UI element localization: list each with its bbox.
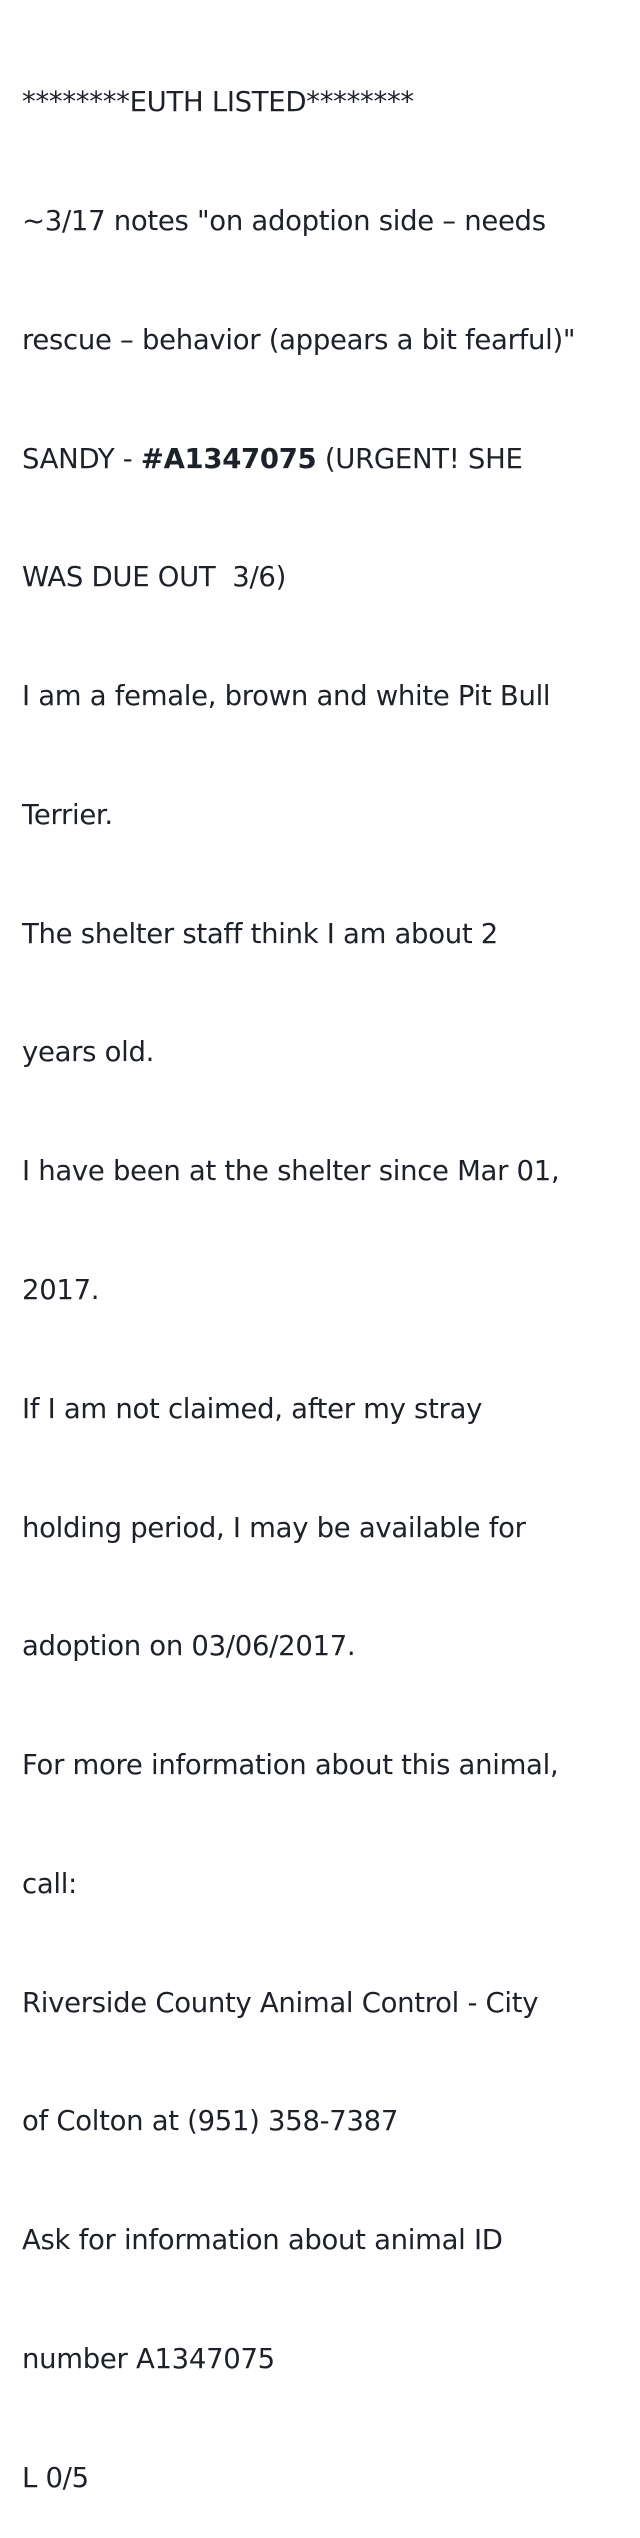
description-line: Terrier. [22,798,113,831]
urgent-note: (URGENT! SHE [316,442,523,475]
claim-line: holding period, I may be available for [22,1511,526,1544]
claim-line: adoption on 03/06/2017. [22,1630,356,1663]
animal-name: SANDY - [22,442,141,475]
ask-line: Ask for information about animal ID [22,2224,503,2257]
shelter-since-line: I have been at the shelter since Mar 01, [22,1155,560,1188]
hashtag-link[interactable]: #A1347075 [140,442,317,475]
description-line: I am a female, brown and white Pit Bull [22,680,551,713]
ask-line: number A1347075 [22,2343,275,2376]
shelter-since-line: 2017. [22,1274,100,1306]
contact-line: of Colton at (951) 358-7387 [22,2105,399,2138]
animal-name-line [22,440,632,480]
euth-listed-header: ********EUTH LISTED******** [22,86,414,119]
claim-line: If I am not claimed, after my stray [22,1392,483,1425]
info-line: call: [22,1867,78,1900]
info-line: For more information about this animal, [22,1749,559,1782]
cut-off-line: L 0/5 [22,2461,89,2494]
notes-line: ~3/17 notes "on adoption side – needs [22,204,546,237]
age-line: The shelter staff think I am about 2 [22,917,498,950]
age-line: years old. [22,1036,155,1069]
notes-line: rescue – behavior (appears a bit fearful)" [22,323,576,356]
post-body [22,4,632,2538]
due-out-line: WAS DUE OUT 3/6) [22,561,287,594]
contact-line: Riverside County Animal Control - City [22,1986,539,2019]
